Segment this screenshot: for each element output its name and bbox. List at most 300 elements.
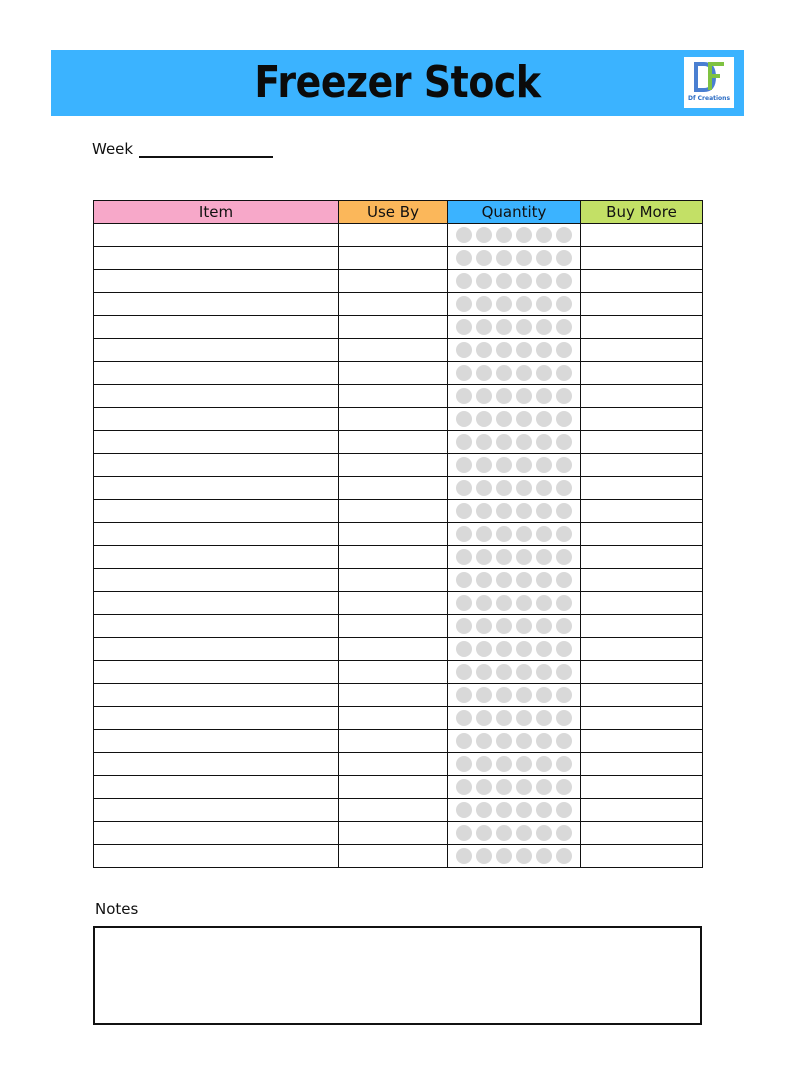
quantity-dot[interactable] xyxy=(536,388,552,404)
table-row xyxy=(94,408,703,431)
buy-more-cell[interactable] xyxy=(581,408,703,431)
quantity-dot[interactable] xyxy=(516,825,532,841)
quantity-cell xyxy=(448,661,581,684)
quantity-dot[interactable] xyxy=(516,756,532,772)
quantity-dot[interactable] xyxy=(556,411,572,427)
quantity-dot[interactable] xyxy=(516,319,532,335)
quantity-dot[interactable] xyxy=(496,388,512,404)
quantity-dot[interactable] xyxy=(556,618,572,634)
quantity-dot[interactable] xyxy=(496,319,512,335)
quantity-dot[interactable] xyxy=(496,687,512,703)
quantity-dots xyxy=(448,592,580,614)
table-row xyxy=(94,684,703,707)
quantity-dot[interactable] xyxy=(456,319,472,335)
buy-more-cell[interactable] xyxy=(581,431,703,454)
buy-more-cell[interactable] xyxy=(581,546,703,569)
quantity-dots xyxy=(448,730,580,752)
quantity-dot[interactable] xyxy=(516,503,532,519)
buy-more-cell[interactable] xyxy=(581,592,703,615)
quantity-dot[interactable] xyxy=(476,710,492,726)
quantity-dot[interactable] xyxy=(516,779,532,795)
quantity-dot[interactable] xyxy=(496,296,512,312)
quantity-dots xyxy=(448,408,580,430)
quantity-dot[interactable] xyxy=(556,480,572,496)
quantity-dot[interactable] xyxy=(496,802,512,818)
use-by-cell[interactable] xyxy=(339,224,448,247)
quantity-dot[interactable] xyxy=(536,687,552,703)
quantity-dot[interactable] xyxy=(556,756,572,772)
quantity-dot[interactable] xyxy=(476,434,492,450)
use-by-cell[interactable] xyxy=(339,684,448,707)
item-cell[interactable] xyxy=(94,684,339,707)
quantity-dot[interactable] xyxy=(536,457,552,473)
use-by-cell[interactable] xyxy=(339,293,448,316)
use-by-cell[interactable] xyxy=(339,707,448,730)
quantity-dot[interactable] xyxy=(456,710,472,726)
table-row xyxy=(94,546,703,569)
quantity-cell xyxy=(448,546,581,569)
use-by-cell[interactable] xyxy=(339,822,448,845)
quantity-dot[interactable] xyxy=(516,227,532,243)
quantity-dot[interactable] xyxy=(476,825,492,841)
quantity-dot[interactable] xyxy=(536,296,552,312)
item-cell[interactable] xyxy=(94,385,339,408)
column-header-use-by: Use By xyxy=(339,201,448,224)
use-by-cell[interactable] xyxy=(339,615,448,638)
use-by-cell[interactable] xyxy=(339,799,448,822)
quantity-dot[interactable] xyxy=(536,618,552,634)
quantity-dot[interactable] xyxy=(536,411,552,427)
quantity-dot[interactable] xyxy=(536,641,552,657)
quantity-dot[interactable] xyxy=(456,296,472,312)
quantity-dot[interactable] xyxy=(556,664,572,680)
table-row xyxy=(94,845,703,868)
use-by-cell[interactable] xyxy=(339,592,448,615)
quantity-dot[interactable] xyxy=(516,526,532,542)
quantity-dot[interactable] xyxy=(516,457,532,473)
buy-more-cell[interactable] xyxy=(581,500,703,523)
quantity-dot[interactable] xyxy=(476,618,492,634)
buy-more-cell[interactable] xyxy=(581,822,703,845)
item-cell[interactable] xyxy=(94,799,339,822)
quantity-dot[interactable] xyxy=(536,664,552,680)
quantity-dot[interactable] xyxy=(536,710,552,726)
item-cell[interactable] xyxy=(94,339,339,362)
item-cell[interactable] xyxy=(94,776,339,799)
quantity-dot[interactable] xyxy=(556,572,572,588)
quantity-dot[interactable] xyxy=(556,365,572,381)
item-cell[interactable] xyxy=(94,293,339,316)
table-row xyxy=(94,316,703,339)
quantity-dot[interactable] xyxy=(456,825,472,841)
quantity-dot[interactable] xyxy=(496,342,512,358)
use-by-cell[interactable] xyxy=(339,362,448,385)
quantity-dots xyxy=(448,270,580,292)
quantity-dot[interactable] xyxy=(496,480,512,496)
buy-more-cell[interactable] xyxy=(581,224,703,247)
quantity-dot[interactable] xyxy=(536,503,552,519)
item-cell[interactable] xyxy=(94,753,339,776)
buy-more-cell[interactable] xyxy=(581,454,703,477)
quantity-dots xyxy=(448,569,580,591)
quantity-dot[interactable] xyxy=(536,733,552,749)
quantity-dot[interactable] xyxy=(556,273,572,289)
quantity-dots xyxy=(448,431,580,453)
quantity-dot[interactable] xyxy=(496,595,512,611)
use-by-cell[interactable] xyxy=(339,500,448,523)
quantity-dot[interactable] xyxy=(556,848,572,864)
quantity-dot[interactable] xyxy=(476,342,492,358)
use-by-cell[interactable] xyxy=(339,569,448,592)
quantity-dot[interactable] xyxy=(516,296,532,312)
quantity-dot[interactable] xyxy=(516,342,532,358)
table-row xyxy=(94,799,703,822)
table-row xyxy=(94,339,703,362)
item-cell[interactable] xyxy=(94,270,339,293)
quantity-dot[interactable] xyxy=(456,572,472,588)
quantity-dots xyxy=(448,454,580,476)
quantity-dot[interactable] xyxy=(516,434,532,450)
quantity-cell xyxy=(448,822,581,845)
use-by-cell[interactable] xyxy=(339,270,448,293)
quantity-dot[interactable] xyxy=(476,526,492,542)
quantity-dot[interactable] xyxy=(496,572,512,588)
quantity-dot[interactable] xyxy=(496,503,512,519)
item-cell[interactable] xyxy=(94,454,339,477)
quantity-dot[interactable] xyxy=(496,549,512,565)
quantity-dot[interactable] xyxy=(456,480,472,496)
buy-more-cell[interactable] xyxy=(581,339,703,362)
quantity-dot[interactable] xyxy=(496,825,512,841)
quantity-dot[interactable] xyxy=(476,756,492,772)
notes-box[interactable] xyxy=(93,926,702,1025)
quantity-cell xyxy=(448,293,581,316)
quantity-dot[interactable] xyxy=(496,250,512,266)
quantity-dot[interactable] xyxy=(496,641,512,657)
item-cell[interactable] xyxy=(94,431,339,454)
table-header-row xyxy=(94,201,703,224)
quantity-dot[interactable] xyxy=(536,572,552,588)
quantity-dot[interactable] xyxy=(516,687,532,703)
quantity-dot[interactable] xyxy=(476,664,492,680)
quantity-dot[interactable] xyxy=(516,641,532,657)
quantity-dot[interactable] xyxy=(476,273,492,289)
quantity-dots xyxy=(448,523,580,545)
quantity-dot[interactable] xyxy=(476,779,492,795)
quantity-dot[interactable] xyxy=(476,411,492,427)
quantity-dot[interactable] xyxy=(556,319,572,335)
quantity-dot[interactable] xyxy=(556,710,572,726)
buy-more-cell[interactable] xyxy=(581,362,703,385)
quantity-cell xyxy=(448,477,581,500)
quantity-dots xyxy=(448,822,580,844)
buy-more-cell[interactable] xyxy=(581,776,703,799)
item-cell[interactable] xyxy=(94,500,339,523)
item-cell[interactable] xyxy=(94,546,339,569)
use-by-cell[interactable] xyxy=(339,523,448,546)
quantity-dot[interactable] xyxy=(556,825,572,841)
quantity-cell xyxy=(448,753,581,776)
item-cell[interactable] xyxy=(94,477,339,500)
quantity-dot[interactable] xyxy=(456,733,472,749)
quantity-dot[interactable] xyxy=(456,641,472,657)
quantity-dot[interactable] xyxy=(536,756,552,772)
buy-more-cell[interactable] xyxy=(581,247,703,270)
quantity-dot[interactable] xyxy=(456,273,472,289)
item-cell[interactable] xyxy=(94,408,339,431)
use-by-cell[interactable] xyxy=(339,454,448,477)
quantity-dot[interactable] xyxy=(516,388,532,404)
use-by-cell[interactable] xyxy=(339,247,448,270)
quantity-dot[interactable] xyxy=(476,388,492,404)
quantity-dot[interactable] xyxy=(516,250,532,266)
quantity-dot[interactable] xyxy=(456,365,472,381)
week-field[interactable] xyxy=(139,156,273,158)
use-by-cell[interactable] xyxy=(339,385,448,408)
quantity-dot[interactable] xyxy=(476,227,492,243)
use-by-cell[interactable] xyxy=(339,477,448,500)
quantity-dot[interactable] xyxy=(556,549,572,565)
use-by-cell[interactable] xyxy=(339,638,448,661)
quantity-dot[interactable] xyxy=(476,687,492,703)
buy-more-cell[interactable] xyxy=(581,316,703,339)
table-row xyxy=(94,730,703,753)
quantity-dot[interactable] xyxy=(456,411,472,427)
item-cell[interactable] xyxy=(94,615,339,638)
quantity-dot[interactable] xyxy=(496,434,512,450)
quantity-dot[interactable] xyxy=(516,480,532,496)
quantity-dot[interactable] xyxy=(456,549,472,565)
quantity-dot[interactable] xyxy=(516,595,532,611)
quantity-cell xyxy=(448,845,581,868)
quantity-dot[interactable] xyxy=(496,664,512,680)
quantity-dot[interactable] xyxy=(536,848,552,864)
buy-more-cell[interactable] xyxy=(581,661,703,684)
use-by-cell[interactable] xyxy=(339,845,448,868)
quantity-dot[interactable] xyxy=(516,411,532,427)
quantity-dot[interactable] xyxy=(476,365,492,381)
buy-more-cell[interactable] xyxy=(581,845,703,868)
quantity-dot[interactable] xyxy=(476,802,492,818)
item-cell[interactable] xyxy=(94,224,339,247)
quantity-dot[interactable] xyxy=(496,411,512,427)
quantity-dot[interactable] xyxy=(536,526,552,542)
quantity-dot[interactable] xyxy=(536,802,552,818)
item-cell[interactable] xyxy=(94,661,339,684)
quantity-dot[interactable] xyxy=(556,227,572,243)
quantity-dot[interactable] xyxy=(516,848,532,864)
quantity-cell xyxy=(448,224,581,247)
item-cell[interactable] xyxy=(94,638,339,661)
buy-more-cell[interactable] xyxy=(581,615,703,638)
quantity-dot[interactable] xyxy=(476,595,492,611)
quantity-dot[interactable] xyxy=(496,526,512,542)
quantity-dot[interactable] xyxy=(476,457,492,473)
quantity-dot[interactable] xyxy=(536,595,552,611)
quantity-dot[interactable] xyxy=(556,388,572,404)
quantity-dot[interactable] xyxy=(496,733,512,749)
quantity-dot[interactable] xyxy=(516,618,532,634)
buy-more-cell[interactable] xyxy=(581,569,703,592)
quantity-dot[interactable] xyxy=(476,549,492,565)
item-cell[interactable] xyxy=(94,730,339,753)
quantity-dot[interactable] xyxy=(456,457,472,473)
use-by-cell[interactable] xyxy=(339,431,448,454)
quantity-dot[interactable] xyxy=(556,802,572,818)
quantity-dot[interactable] xyxy=(536,825,552,841)
quantity-dot[interactable] xyxy=(516,733,532,749)
item-cell[interactable] xyxy=(94,569,339,592)
quantity-dot[interactable] xyxy=(496,848,512,864)
quantity-dot[interactable] xyxy=(556,457,572,473)
quantity-dot[interactable] xyxy=(536,342,552,358)
notes-label: Notes xyxy=(95,900,139,918)
item-cell[interactable] xyxy=(94,362,339,385)
table-row xyxy=(94,822,703,845)
buy-more-cell[interactable] xyxy=(581,385,703,408)
quantity-dot[interactable] xyxy=(516,710,532,726)
quantity-dot[interactable] xyxy=(556,641,572,657)
quantity-dot[interactable] xyxy=(476,848,492,864)
quantity-dot[interactable] xyxy=(456,802,472,818)
quantity-dot[interactable] xyxy=(476,319,492,335)
quantity-dot[interactable] xyxy=(536,365,552,381)
quantity-dot[interactable] xyxy=(556,595,572,611)
quantity-cell xyxy=(448,707,581,730)
buy-more-cell[interactable] xyxy=(581,684,703,707)
quantity-dot[interactable] xyxy=(516,273,532,289)
quantity-dots xyxy=(448,776,580,798)
quantity-dot[interactable] xyxy=(496,779,512,795)
use-by-cell[interactable] xyxy=(339,408,448,431)
quantity-dot[interactable] xyxy=(456,227,472,243)
use-by-cell[interactable] xyxy=(339,776,448,799)
buy-more-cell[interactable] xyxy=(581,730,703,753)
quantity-dot[interactable] xyxy=(476,250,492,266)
use-by-cell[interactable] xyxy=(339,339,448,362)
quantity-dot[interactable] xyxy=(556,779,572,795)
quantity-dot[interactable] xyxy=(496,756,512,772)
quantity-dot[interactable] xyxy=(476,503,492,519)
quantity-dot[interactable] xyxy=(456,503,472,519)
quantity-dot[interactable] xyxy=(456,848,472,864)
quantity-dot[interactable] xyxy=(536,319,552,335)
table-row xyxy=(94,362,703,385)
quantity-dot[interactable] xyxy=(536,273,552,289)
item-cell[interactable] xyxy=(94,822,339,845)
quantity-dot[interactable] xyxy=(516,572,532,588)
quantity-cell xyxy=(448,523,581,546)
quantity-dot[interactable] xyxy=(496,710,512,726)
buy-more-cell[interactable] xyxy=(581,638,703,661)
quantity-dot[interactable] xyxy=(476,480,492,496)
quantity-dot[interactable] xyxy=(456,434,472,450)
table-row xyxy=(94,431,703,454)
quantity-dot[interactable] xyxy=(516,664,532,680)
buy-more-cell[interactable] xyxy=(581,799,703,822)
quantity-dot[interactable] xyxy=(536,779,552,795)
buy-more-cell[interactable] xyxy=(581,477,703,500)
item-cell[interactable] xyxy=(94,523,339,546)
table-row xyxy=(94,707,703,730)
item-cell[interactable] xyxy=(94,247,339,270)
quantity-cell xyxy=(448,431,581,454)
quantity-dot[interactable] xyxy=(556,526,572,542)
use-by-cell[interactable] xyxy=(339,546,448,569)
quantity-dot[interactable] xyxy=(556,434,572,450)
quantity-dot[interactable] xyxy=(496,457,512,473)
table-row xyxy=(94,224,703,247)
use-by-cell[interactable] xyxy=(339,661,448,684)
quantity-dot[interactable] xyxy=(536,549,552,565)
quantity-dot[interactable] xyxy=(556,250,572,266)
use-by-cell[interactable] xyxy=(339,316,448,339)
quantity-dot[interactable] xyxy=(556,342,572,358)
quantity-dot[interactable] xyxy=(496,227,512,243)
quantity-dot[interactable] xyxy=(456,779,472,795)
quantity-dots xyxy=(448,684,580,706)
item-cell[interactable] xyxy=(94,707,339,730)
quantity-dot[interactable] xyxy=(456,618,472,634)
quantity-dot[interactable] xyxy=(476,572,492,588)
quantity-dots xyxy=(448,339,580,361)
item-cell[interactable] xyxy=(94,592,339,615)
quantity-dot[interactable] xyxy=(456,687,472,703)
buy-more-cell[interactable] xyxy=(581,707,703,730)
quantity-dot[interactable] xyxy=(476,296,492,312)
quantity-dot[interactable] xyxy=(496,365,512,381)
table-row xyxy=(94,592,703,615)
quantity-dot[interactable] xyxy=(556,733,572,749)
use-by-cell[interactable] xyxy=(339,730,448,753)
quantity-dot[interactable] xyxy=(456,526,472,542)
quantity-dot[interactable] xyxy=(556,687,572,703)
quantity-dot[interactable] xyxy=(456,342,472,358)
quantity-dot[interactable] xyxy=(536,250,552,266)
quantity-dot[interactable] xyxy=(456,664,472,680)
quantity-dot[interactable] xyxy=(536,480,552,496)
buy-more-cell[interactable] xyxy=(581,523,703,546)
quantity-dot[interactable] xyxy=(456,388,472,404)
quantity-dot[interactable] xyxy=(476,733,492,749)
buy-more-cell[interactable] xyxy=(581,753,703,776)
quantity-dot[interactable] xyxy=(516,549,532,565)
table-row xyxy=(94,638,703,661)
buy-more-cell[interactable] xyxy=(581,293,703,316)
page-title: Freezer Stock xyxy=(254,57,541,108)
buy-more-cell[interactable] xyxy=(581,270,703,293)
quantity-dot[interactable] xyxy=(456,250,472,266)
quantity-cell xyxy=(448,799,581,822)
quantity-dot[interactable] xyxy=(516,802,532,818)
quantity-dot[interactable] xyxy=(456,595,472,611)
quantity-dot[interactable] xyxy=(456,756,472,772)
item-cell[interactable] xyxy=(94,845,339,868)
item-cell[interactable] xyxy=(94,316,339,339)
quantity-dot[interactable] xyxy=(496,618,512,634)
table-row xyxy=(94,615,703,638)
quantity-cell xyxy=(448,592,581,615)
quantity-dot[interactable] xyxy=(536,434,552,450)
quantity-dot[interactable] xyxy=(476,641,492,657)
logo-text: Df Creations xyxy=(687,95,731,102)
quantity-dot[interactable] xyxy=(516,365,532,381)
use-by-cell[interactable] xyxy=(339,753,448,776)
quantity-dot[interactable] xyxy=(536,227,552,243)
quantity-dot[interactable] xyxy=(556,296,572,312)
quantity-dot[interactable] xyxy=(556,503,572,519)
quantity-dot[interactable] xyxy=(496,273,512,289)
